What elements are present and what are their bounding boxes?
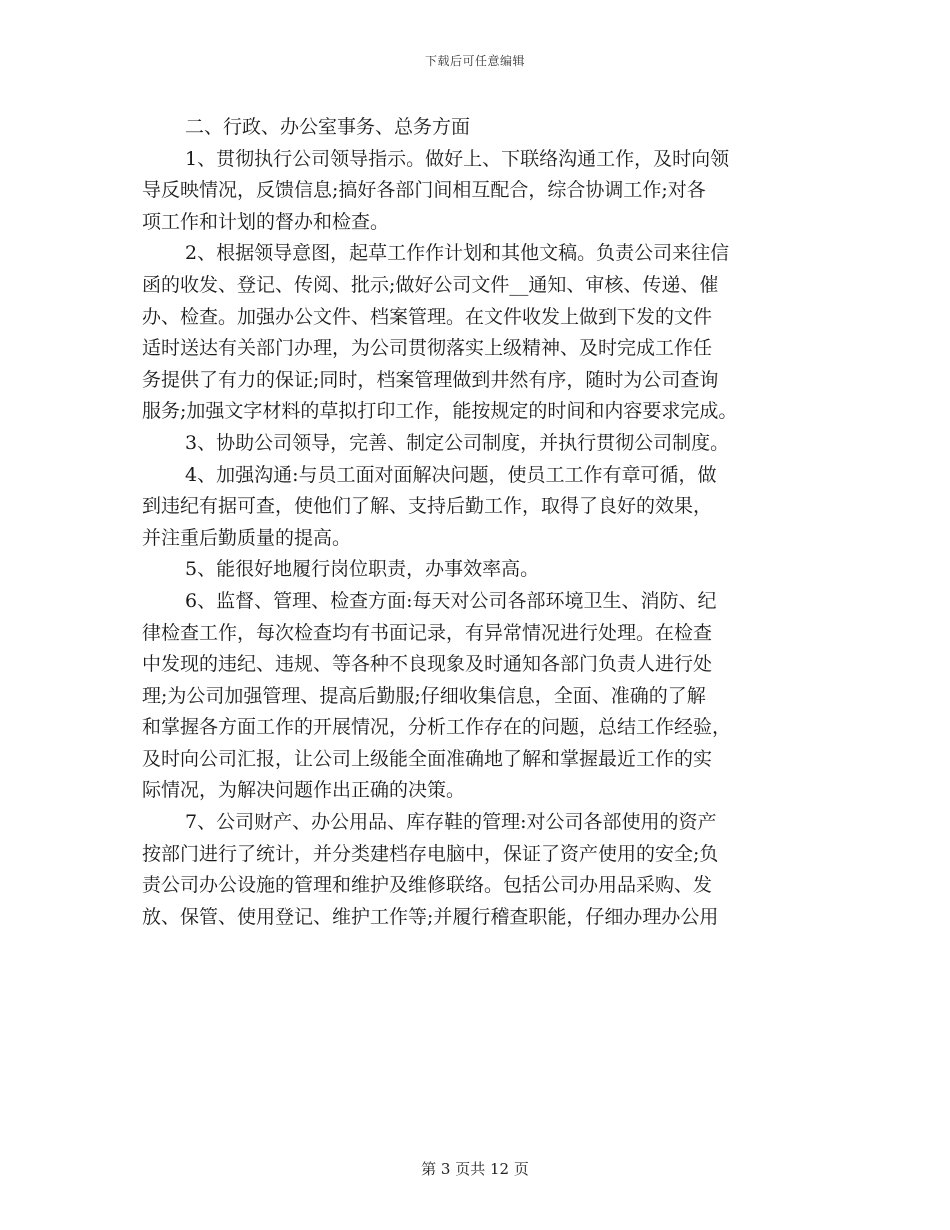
paragraph-line: 6、监督、管理、检查方面:每天对公司各部环境卫生、消防、纪 — [185, 589, 717, 612]
paragraph-line: 3、协助公司领导，完善、制定公司制度，并执行贯彻公司制度。 — [185, 431, 730, 454]
paragraph-line: 函的收发、登记、传阅、批示;做好公司文件__通知、审核、传递、催 — [142, 273, 719, 296]
paragraph-line: 和掌握各方面工作的开展情况，分析工作存在的问题，总结工作经验， — [142, 716, 732, 739]
paragraph-line: 责公司办公设施的管理和维护及维修联络。包括公司办用品采购、发 — [142, 874, 713, 897]
paragraph-line: 4、加强沟通:与员工面对面解决问题，使员工工作有章可循，做 — [185, 463, 717, 486]
paragraph-line: 中发现的违纪、违规、等各种不良现象及时通知各部门负责人进行处 — [142, 653, 713, 676]
paragraph-line: 律检查工作，每次检查均有书面记录，有异常情况进行处理。在检查 — [142, 621, 713, 644]
paragraph-line: 导反映情况，反馈信息;搞好各部门间相互配合，综合协调工作;对各 — [142, 179, 706, 202]
paragraph-line: 际情况，为解决问题作出正确的决策。 — [142, 779, 466, 802]
paragraph-line: 到违纪有据可查，使他们了解、支持后勤工作，取得了良好的效果， — [142, 495, 713, 518]
paragraph-line: 按部门进行了统计，并分类建档存电脑中，保证了资产使用的安全;负 — [142, 842, 719, 865]
page-number-footer: 第 3 页共 12 页 — [421, 1160, 529, 1178]
document-body — [142, 112, 822, 933]
page-header: 下载后可任意编辑 — [424, 54, 525, 68]
paragraph-line: 放、保管、使用登记、维护工作等;并履行稽查职能，仔细办理办公用 — [142, 905, 719, 928]
paragraph-line: 适时送达有关部门办理，为公司贯彻落实上级精神、及时完成工作任 — [142, 337, 713, 360]
paragraph-line: 项工作和计划的督办和检查。 — [142, 210, 390, 233]
paragraph-line: 务提供了有力的保证;同时，档案管理做到井然有序，随时为公司查询 — [142, 368, 719, 391]
paragraph-line: 并注重后勤质量的提高。 — [142, 526, 352, 549]
section-heading: 二、行政、办公室事务、总务方面 — [185, 116, 471, 138]
paragraph-line: 办、检查。加强办公文件、档案管理。在文件收发上做到下发的文件 — [142, 305, 713, 328]
paragraph-line: 2、根据领导意图，起草工作作计划和其他文稿。负责公司来往信 — [185, 242, 730, 265]
paragraph-line: 1、贯彻执行公司领导指示。做好上、下联络沟通工作，及时向领 — [185, 147, 730, 170]
paragraph-line: 及时向公司汇报，让公司上级能全面准确地了解和掌握最近工作的实 — [142, 747, 713, 770]
paragraph-line: 理;为公司加强管理、提高后勤服;仔细收集信息，全面、准确的了解 — [142, 684, 706, 707]
paragraph-line: 7、公司财产、办公用品、库存鞋的管理:对公司各部使用的资产 — [185, 811, 717, 834]
paragraph-line: 5、能很好地履行岗位职责，办事效率高。 — [185, 558, 540, 581]
paragraph-line: 服务;加强文字材料的草拟打印工作，能按规定的时间和内容要求完成。 — [142, 400, 738, 423]
